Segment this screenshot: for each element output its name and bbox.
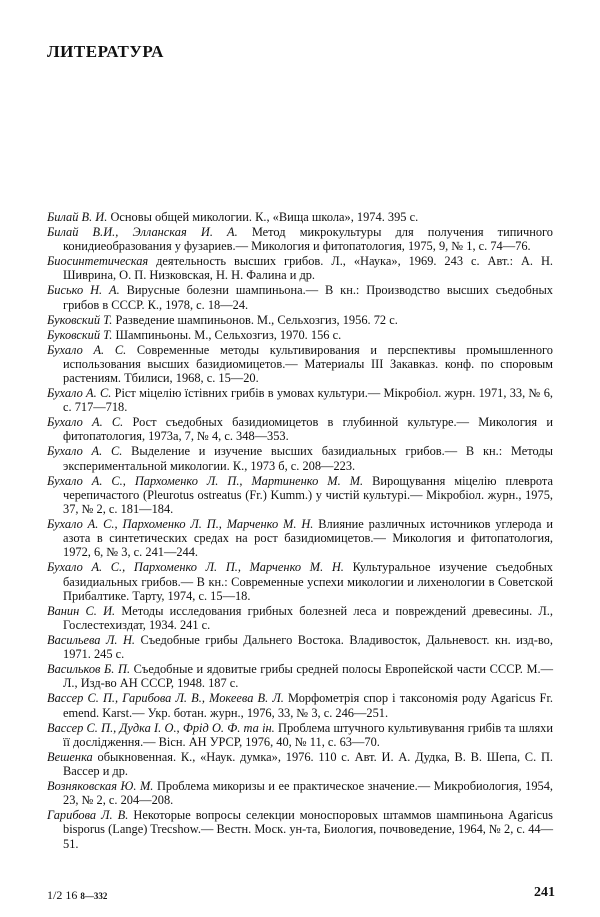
reference-text: Разведение шампиньонов. М., Сельхозгиз, 1956. 72 с. xyxy=(115,312,398,327)
reference-author: Васильева Л. Н. xyxy=(47,633,135,648)
reference-entry xyxy=(47,750,553,778)
reference-text: обыкновенная. К., «Наук. думка», 1976. 110 с. Авт. И. А. Дудка, В. В. Шепа, С. П. Вассер и др. xyxy=(63,749,553,779)
reference-entry xyxy=(47,808,553,851)
reference-author: Бухало А. С., Пархоменко Л. П., Марченко М. Н. xyxy=(47,560,344,575)
reference-text: Вирусные болезни шампиньона.— В кн.: Производство высших съедобных грибов в СССР. К., 1978, с. 18—24. xyxy=(63,283,553,312)
signature-mark: 8—332 xyxy=(80,891,108,901)
reference-entry xyxy=(47,633,553,661)
reference-entry xyxy=(47,779,553,807)
reference-author: Бухало А. С., Пархоменко Л. П., Марченко М. Н. xyxy=(47,517,314,532)
reference-entry xyxy=(47,444,553,472)
format-label: 1/2 16 xyxy=(47,888,78,902)
reference-author: Буковский Т. xyxy=(47,312,113,327)
reference-list xyxy=(47,210,553,852)
reference-text: Метод микрокультуры для получения типичного конидиеобразования у фузариев.— Микология и фитопатология, 1975, 9, № 1, с. 74—76. xyxy=(63,225,553,254)
reference-entry xyxy=(47,225,553,253)
reference-author: Бухало А. С. xyxy=(47,342,127,357)
reference-text: Морфометрія спор і таксономія роду Agaricus Fr. emend. Karst.— Укр. ботан. журн., 1976, 33, № 3, с. 246—251. xyxy=(63,691,553,720)
reference-text: Выделение и изучение высших базидиальных грибов.— В кн.: Методы экспериментальной микологии. К., 1973 б, с. 208—223. xyxy=(63,444,553,473)
reference-text: Рост съедобных базидиомицетов в глубинной культуре.— Микология и фитопатология, 1973а, 7, № 4, с. 348—353. xyxy=(63,415,553,444)
page-title: ЛИТЕРАТУРА xyxy=(47,42,164,61)
page-number: 241 xyxy=(534,885,555,900)
reference-entry xyxy=(47,210,553,224)
reference-author: Билай В.И., Элланская И. А. xyxy=(47,225,238,239)
reference-author: Бухало А. С. xyxy=(47,444,123,459)
reference-entry xyxy=(47,560,553,603)
reference-text: Проблема штучного культивування грибів та шляхи її дослідження.— Вісн. АН УРСР, 1976, 40, № 11, с. 63—70. xyxy=(63,720,553,749)
reference-entry xyxy=(47,604,553,632)
reference-entry xyxy=(47,691,553,719)
reference-text: Некоторые вопросы селекции моноспоровых штаммов шампиньона Agaricus bisporus (Lange) Trecshow.— Вестн. Моск. ун-та, Биология, почвоведение, 1964, № 2, с. 44—51. xyxy=(63,808,553,851)
footer-format xyxy=(47,888,107,903)
reference-text: деятельность высших грибов. Л., «Наука», 1969. 243 с. Авт.: А. Н. Шиврина, О. П. Низковская, Н. Н. Фалина и др. xyxy=(63,254,553,283)
reference-text: Современные методы культивирования и перспективы промышленного использования высших базидиомицетов.— Материалы III Закавказ. конф. по споровым растениям. Тбилиси, 1968, с. 15—20. xyxy=(63,342,553,386)
reference-author: Вешенка xyxy=(47,749,93,764)
reference-text: Вирощування міцелію плеврота черепичастого (Pleurotus ostreatus (Fr.) Kumm.) у чистій культурі.— Мікробіол. журн., 1975, 37, № 2, с. 181—184. xyxy=(63,473,553,517)
reference-author: Васильков Б. П. xyxy=(47,662,131,677)
reference-author: Бисько Н. А. xyxy=(47,283,120,298)
reference-text: Ріст міцелію їстівних грибів в умовах культури.— Мікробіол. журн. 1971, 33, № 6, с. 717—718. xyxy=(63,386,554,415)
reference-author: Ванин С. И. xyxy=(47,603,116,618)
reference-text: Культуральное изучение съедобных базидиальных грибов.— В кн.: Современные успехи микологии и лихенологии в Советской Прибалтике. Тарту, 1974, с. 15—18. xyxy=(63,560,553,603)
reference-text: Влияние различных источников углерода и азота в синтетических средах на рост базидиомицетов.— Микология и фитопатология, 1972, 6, № 3, с. 241—244. xyxy=(63,517,553,560)
reference-entry xyxy=(47,415,553,443)
reference-text: Шампиньоны. М., Сельхозгиз, 1970. 156 с. xyxy=(115,327,342,342)
reference-author: Бухало А. С., Пархоменко Л. П., Мартиненко М. М. xyxy=(47,473,364,488)
reference-author: Возняковская Ю. М. xyxy=(47,779,154,794)
reference-entry xyxy=(47,474,553,517)
reference-author: Биосинтетическая xyxy=(47,254,149,269)
reference-text: Съедобные и ядовитые грибы средней полосы Европейской части СССР. М.— Л., Изд-во АН СССР, 1948. 187 с. xyxy=(63,662,554,691)
reference-author: Вассер С. П., Дудка І. О., Фрід О. Ф. та ін. xyxy=(47,720,275,735)
reference-entry xyxy=(47,283,553,311)
reference-entry xyxy=(47,517,553,560)
reference-text: Основы общей микологии. К., «Вища школа», 1974. 395 с. xyxy=(110,210,419,224)
reference-entry xyxy=(47,386,553,414)
reference-text: Методы исследования грибных болезней леса и повреждений древесины. Л., Гослестехиздат, 1934. 241 с. xyxy=(63,603,553,633)
reference-entry xyxy=(47,313,553,327)
reference-entry xyxy=(47,343,553,386)
reference-author: Буковский Т. xyxy=(47,327,113,342)
reference-author: Гарибова Л. В. xyxy=(47,808,129,823)
reference-author: Бухало А. С. xyxy=(47,386,112,401)
reference-entry xyxy=(47,662,553,690)
reference-text: Съедобные грибы Дальнего Востока. Владивосток, Дальневост. кн. изд-во, 1971. 245 с. xyxy=(63,633,553,662)
reference-text: Проблема микоризы и ее практическое значение.— Микробиология, 1954, 23, № 2, с. 204—208. xyxy=(63,779,554,808)
reference-entry xyxy=(47,721,553,749)
reference-entry xyxy=(47,328,553,342)
reference-entry xyxy=(47,254,553,282)
reference-author: Билай В. И. xyxy=(47,210,108,224)
reference-author: Бухало А. С. xyxy=(47,415,124,430)
reference-author: Вассер С. П., Гарибова Л. В., Мокеева В. Л. xyxy=(47,691,284,706)
